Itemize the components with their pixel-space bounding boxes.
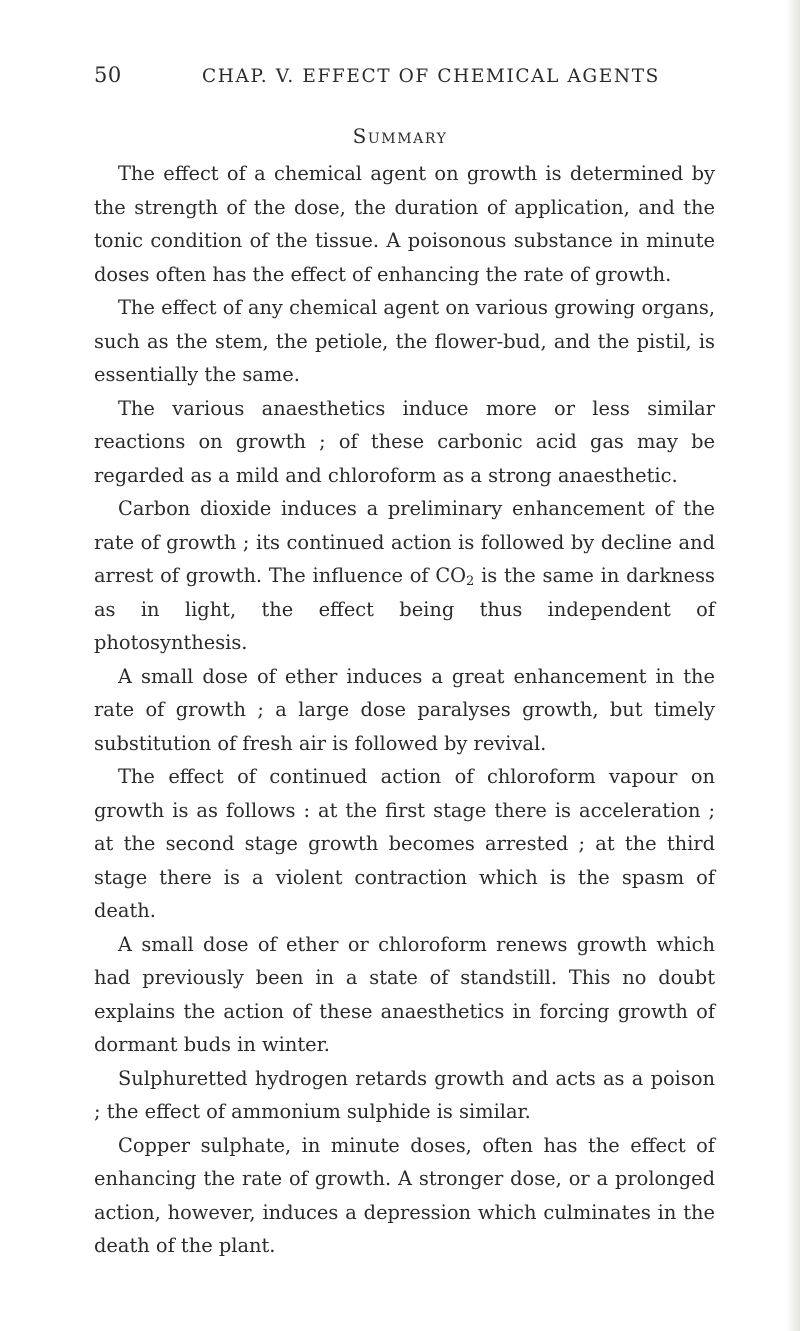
co2-text-before: Carbon dioxide induces a preliminary enhancement of the rate of growth ; its continued action is followed by decline and arrest of growth. The influence of CO bbox=[94, 497, 715, 587]
paragraph-growing-organs: The effect of any chemical agent on various growing organs, such as the stem, the petiole, the flower-bud, and the pistil, is essentially the same. bbox=[94, 296, 715, 386]
co2-subscript: 2 bbox=[466, 574, 475, 589]
page-header bbox=[94, 63, 714, 93]
paragraph-ether: A small dose of ether induces a great enhancement in the rate of growth ; a large dose paralyses growth, but timely substitution of fresh air is followed by revival. bbox=[94, 664, 715, 755]
paragraph-carbon-dioxide bbox=[94, 492, 715, 660]
page-edge-shadow bbox=[786, 0, 800, 1331]
paragraph-chloroform: The effect of continued action of chloroform vapour on growth is as follows : at the first stage there is acceleration ; at the second stage growth becomes arrested ; at the third stage there is a violent contraction which is the spasm of death. bbox=[94, 765, 715, 922]
paragraph-hydrogen-sulphide: Sulphuretted hydrogen retards growth and acts as a poison ; the effect of ammonium sulphide is similar. bbox=[94, 1066, 715, 1123]
paragraph-renewal: A small dose of ether or chloroform renews growth which had previously been in a state of standstill. This no doubt explains the action of these anaesthetics in forcing growth of dormant buds in winter. bbox=[94, 932, 715, 1056]
paragraph-copper-sulphate: Copper sulphate, in minute doses, often has the effect of enhancing the rate of growth. A stronger dose, or a prolonged action, however, induces a depression which culminates in the death of the plant. bbox=[94, 1133, 715, 1257]
co2-text-after: is the same in darkness as in light, the effect being thus independent of photosynthesis. bbox=[94, 564, 715, 654]
running-title: CHAP. V. EFFECT OF CHEMICAL AGENTS bbox=[202, 66, 660, 87]
paragraph-anaesthetics: The various anaesthetics induce more or less similar reactions on growth ; of these carbonic acid gas may be regarded as a mild and chloroform as a strong anaesthetic. bbox=[94, 396, 715, 487]
page-number: 50 bbox=[94, 63, 122, 87]
summary-body bbox=[94, 157, 715, 1263]
section-title: Summary bbox=[352, 124, 448, 148]
paragraph-dose-effect: The effect of a chemical agent on growth is determined by the strength of the dose, the duration of application, and the tonic condition of the tissue. A poisonous substance in minute doses often has the effect of enhancing the rate of growth. bbox=[94, 162, 715, 286]
